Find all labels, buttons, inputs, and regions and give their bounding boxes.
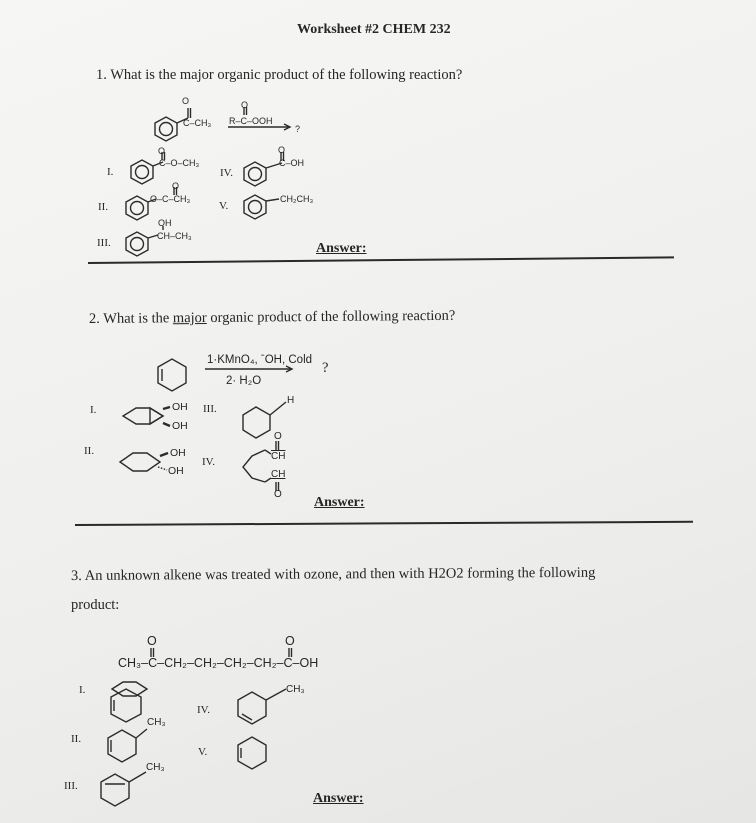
q3-option-ii-label: II. [71, 733, 82, 745]
q2-option-i-structure [123, 407, 170, 426]
q1-option-iv-structure [244, 152, 284, 186]
q2-reagent-line2: 2· H₂O [226, 375, 262, 387]
q1-option-v-group: CH₂CH₃ [280, 194, 314, 204]
q1-reactant-oxygen: O [182, 96, 190, 106]
q2-question-text [89, 308, 455, 328]
q2-question-mark: ? [322, 360, 329, 376]
q3-product-oxygen-left: O [147, 634, 157, 648]
q1-option-ii-group: O–C–CH₃ [150, 194, 191, 204]
q1-answer-blank[interactable] [370, 252, 371, 253]
q3-question-line2: product: [71, 597, 120, 613]
q3-option-iii-label: III. [64, 780, 78, 792]
q2-question-emphasis: major [172, 309, 207, 327]
q3-answer-label: Answer: [313, 791, 364, 806]
q1-option-v-structure [244, 195, 279, 219]
q1-reagent-formula: R–C–OOH [229, 116, 273, 126]
q2-question-suffix: organic product of the following reaction? [206, 307, 456, 326]
q2-option-i-label: I. [90, 404, 97, 416]
q1-reagent-oxygen: O [241, 100, 249, 110]
q1-option-i-structure [131, 152, 165, 184]
q3-question-line1: 3. An unknown alkene was treated with ozone, and then with H2O2 forming the following [70, 564, 596, 584]
q1-option-i-label: I. [107, 166, 114, 178]
q3-product-oxygen-right: O [285, 634, 295, 648]
q2-option-i-oh-bottom: OH [172, 420, 188, 432]
q1-option-iii-oh: OH [158, 218, 172, 228]
q1-question-text: 1. What is the major organic product of the following reaction? [96, 67, 463, 83]
q3-option-i-structure [111, 682, 147, 722]
q3-option-iv-label: IV. [197, 704, 210, 716]
q2-option-ii-structure [120, 453, 168, 471]
q1-option-iv-label: IV. [220, 167, 233, 179]
q1-option-iv-group: C–OH [279, 158, 305, 168]
q3-option-iv-structure [238, 689, 286, 724]
q1-option-i-group: C–O–CH₃ [159, 158, 200, 168]
worksheet-title: Worksheet #2 CHEM 232 [297, 22, 451, 37]
q2-option-iii-label: III. [203, 403, 217, 415]
q1-option-iv-oxygen: O [278, 145, 286, 155]
q2-answer-label: Answer: [314, 495, 365, 510]
q1-option-i-oxygen: O [158, 146, 166, 156]
q1-option-ii-oxygen: O [172, 181, 180, 191]
q3-option-ii-methyl: CH₃ [147, 717, 166, 728]
q3-option-ii-structure [108, 729, 147, 762]
q1-question-mark: ? [295, 124, 301, 134]
q2-reagent-line1: 1·KMnO₄, ˉOH, Cold [207, 354, 313, 366]
q3-option-iii-structure [101, 772, 146, 806]
q3-option-v-structure [238, 737, 266, 769]
q3-option-iv-methyl: CH₃ [286, 684, 305, 695]
q2-question-prefix: 2. What is the [88, 310, 173, 327]
q2-option-iv-structure [243, 441, 279, 491]
q3-option-iii-methyl: CH₃ [146, 762, 165, 773]
q2-option-iv-label: IV. [202, 456, 215, 468]
q1-answer-label: Answer: [316, 241, 367, 256]
q3-option-v-label: V. [198, 746, 208, 758]
q2-answer-blank[interactable] [372, 506, 373, 507]
q2-option-iv-oxygen-top: O [274, 431, 282, 442]
q2-option-ii-label: II. [84, 445, 95, 457]
q3-product-formula: CH₃–C–CH₂–CH₂–CH₂–CH₂–C–OH [118, 656, 319, 670]
q1-option-iii-label: III. [97, 237, 111, 249]
q2-option-i-oh-top: OH [172, 401, 188, 413]
q2-option-iv-ch-bottom: CH [271, 469, 286, 480]
q2-option-ii-oh-top: OH [170, 447, 186, 459]
q2-option-iv-oxygen-bottom: O [274, 489, 282, 500]
q3-option-i-label: I. [79, 684, 86, 696]
q2-option-iv-ch-top: $\overline{CH}$ [271, 451, 286, 462]
q2-option-iii-hydrogen: H [287, 395, 295, 406]
q1-option-v-label: V. [219, 200, 229, 212]
q1-option-iii-group: CH–CH₃ [157, 231, 192, 241]
q2-reactant-structure [158, 359, 186, 391]
q3-answer-blank[interactable] [375, 802, 376, 803]
q1-option-ii-label: II. [98, 201, 109, 213]
q2-option-ii-oh-bottom: OH [168, 465, 184, 477]
q1-reactant-group: C–CH₃ [183, 118, 212, 128]
